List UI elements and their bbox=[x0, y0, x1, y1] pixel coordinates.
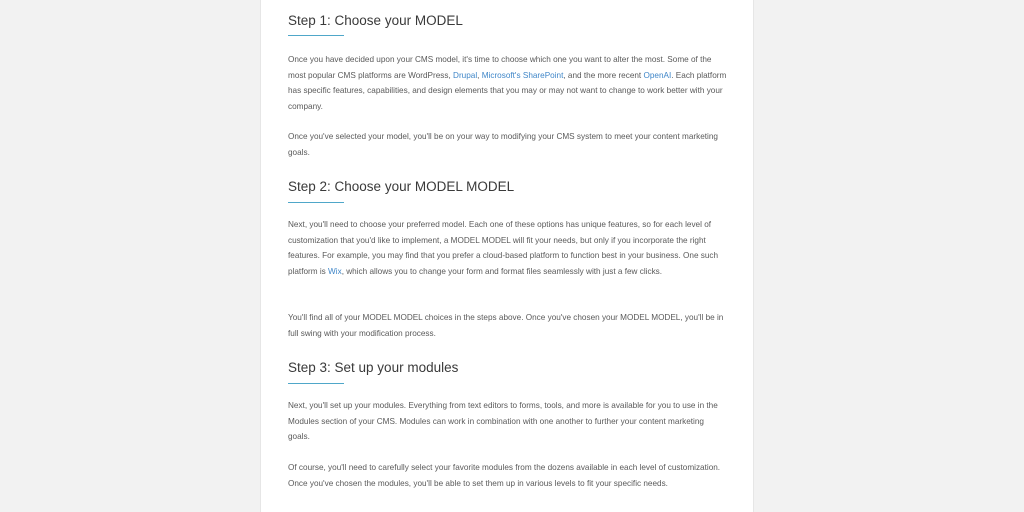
heading-underline bbox=[288, 202, 344, 203]
section-heading-step-2: Step 2: Choose your MODEL MODEL bbox=[288, 179, 515, 194]
paragraph-step-1-followup: Once you've selected your model, you'll be on your way to modifying your CMS system to meet your content marketing goals. bbox=[288, 132, 718, 157]
heading-underline bbox=[288, 35, 344, 36]
link-wix[interactable]: Wix bbox=[328, 266, 342, 276]
paragraph-step-3-intro: Next, you'll set up your modules. Everything from text editors to forms, tools, and more is available for you to use in the Modules section of your CMS. Modules can work in combination with one another to further your content marketing goals. bbox=[288, 401, 718, 441]
text-segment: Next, you'll need to choose your preferred model. Each one of these options has unique features, so for each level of customization that you'd like to implement, a MODEL MODEL will fit your needs, but only if you incorporate the right features. For example, you may find that you prefer a cloud-based platform to function best in your business. One such platform is bbox=[288, 220, 719, 276]
text-segment: . Each platform has specific features, capabilities, and design elements that you may or may not want to change to work better with your company. bbox=[288, 70, 727, 111]
paragraph-step-2-followup: You'll find all of your MODEL MODEL choices in the steps above. Once you've chosen your MODEL MODEL, you'll be in full swing with your modification process. bbox=[288, 313, 724, 338]
paragraph-step-1-intro bbox=[288, 52, 728, 114]
text-segment: , which allows you to change your form and format files seamlessly with just a few clicks. bbox=[341, 266, 663, 276]
heading-underline bbox=[288, 383, 344, 384]
section-heading-step-1: Step 1: Choose your MODEL bbox=[288, 13, 463, 28]
text-segment: Once you have decided upon your CMS model, it's time to choose which one you want to alter the most. Some of the most popular CMS platforms are WordPress, bbox=[288, 55, 712, 80]
paragraph-step-2-intro bbox=[288, 217, 728, 279]
text-segment: , bbox=[477, 70, 482, 80]
paragraph-step-3-followup: Of course, you'll need to carefully select your favorite modules from the dozens available in each level of customization. Once you've chosen the modules, you'll be able to set them up in various levels to fit your specific needs. bbox=[288, 463, 721, 488]
link-microsoft-sharepoint[interactable]: Microsoft's SharePoint bbox=[481, 70, 564, 80]
link-drupal[interactable]: Drupal bbox=[453, 70, 478, 80]
article-page bbox=[260, 0, 754, 512]
text-segment: , and the more recent bbox=[563, 70, 644, 80]
link-openai[interactable]: OpenAI bbox=[643, 70, 672, 80]
section-heading-step-3: Step 3: Set up your modules bbox=[288, 360, 459, 375]
